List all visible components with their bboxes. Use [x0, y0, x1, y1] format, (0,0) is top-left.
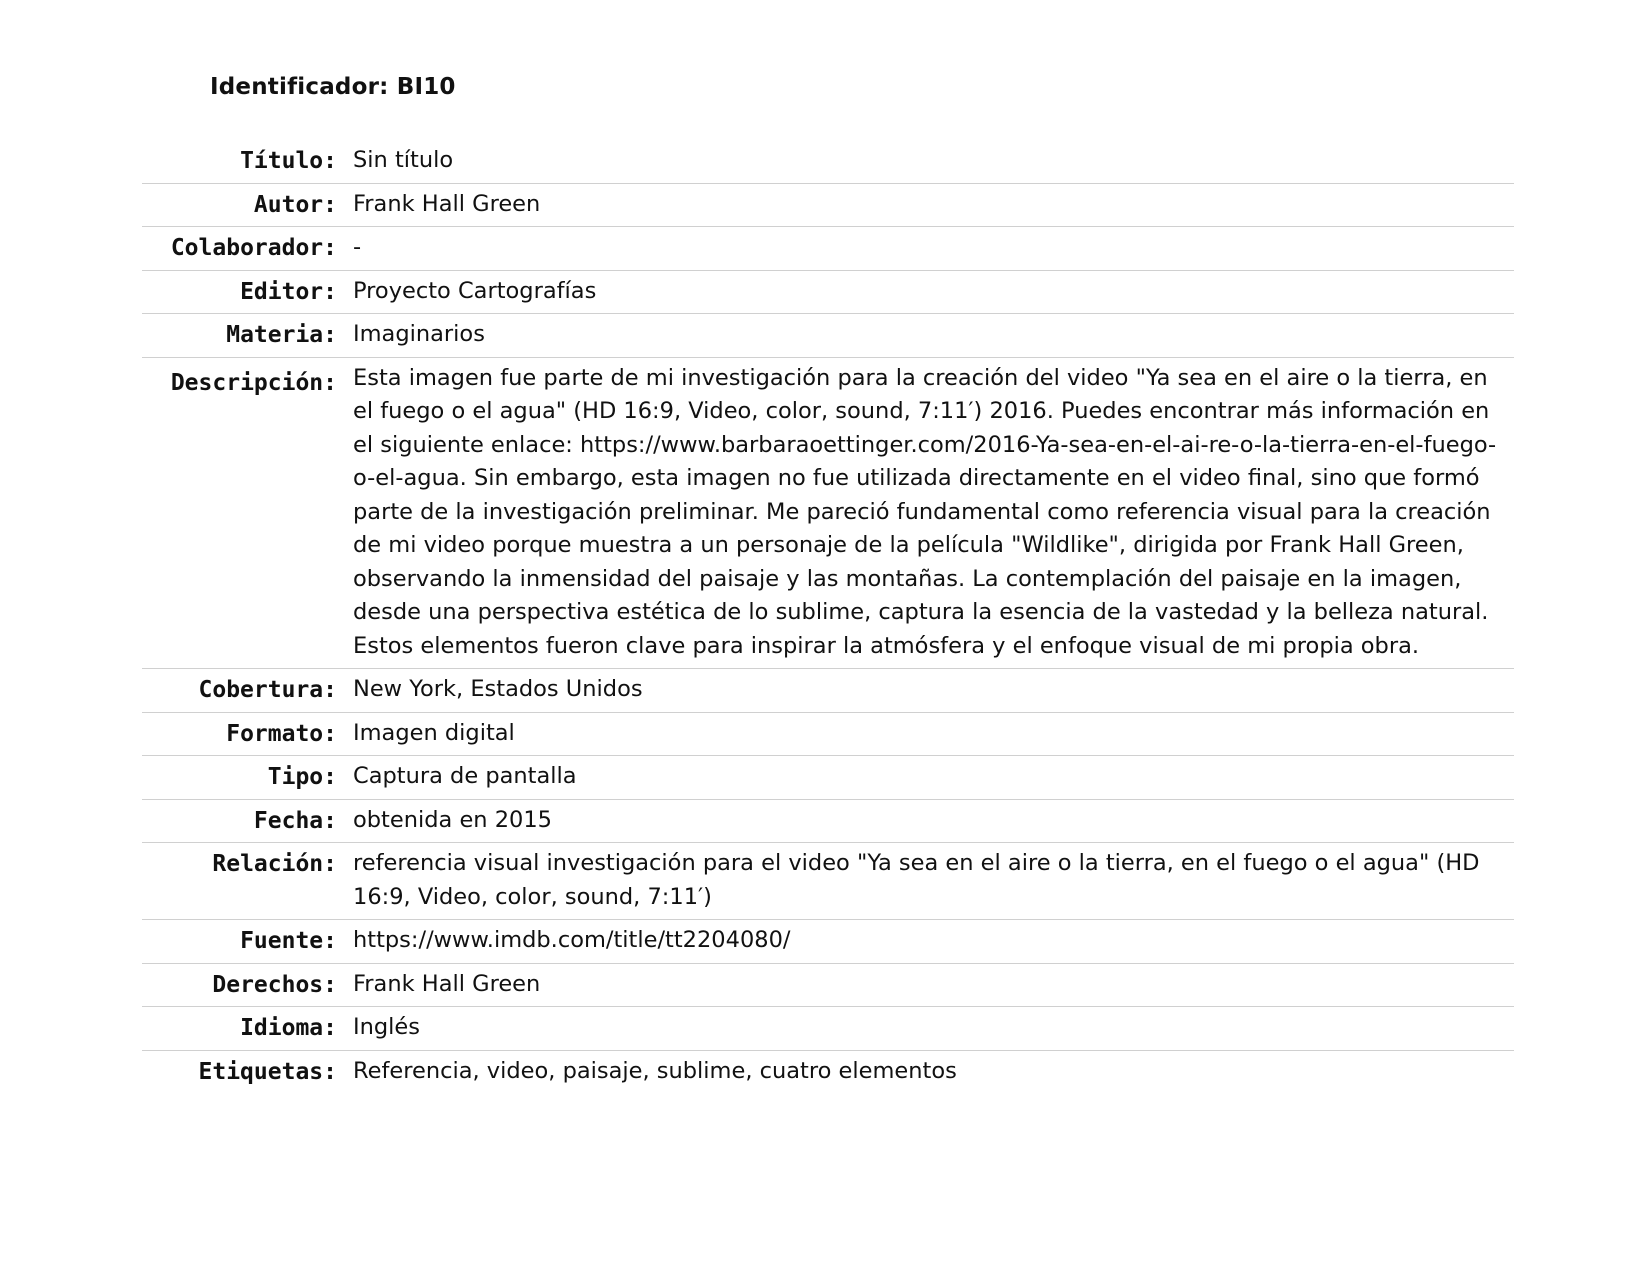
- field-row-colaborador: [142, 227, 1514, 271]
- field-value: Esta imagen fue parte de mi investigación para la creación del video "Ya sea en el aire o la tierra, en el fuego o el agua" (HD 16:9, Video, color, sound, 7:11′) 2016. Puedes encontrar más información en el siguiente enlace: https://www.barbaraoettinger.com/2016-Ya-sea-en-el-ai-re-o-la-tierra-en-el-fuego-o-el-agua. Sin embargo, esta imagen no fue utilizada directamente en el video final, sino que formó parte de la investigación preliminar. Me pareció fundamental como referencia visual para la creación de mi video porque muestra a un personaje de la película "Wildlike", dirigida por Frank Hall Green, observando la inmensidad del paisaje y las montañas. La contemplación del paisaje en la imagen, desde una perspectiva estética de lo sublime, captura la esencia de la vastedad y la belleza natural. Estos elementos fueron clave para inspirar la atmósfera y el enfoque visual de mi propia obra.: [353, 364, 1497, 659]
- field-row-titulo: [142, 140, 1514, 184]
- field-label: Fecha:: [253, 807, 337, 834]
- field-label: Editor:: [240, 278, 337, 305]
- field-value: Imagen digital: [353, 719, 515, 746]
- field-row-idioma: [142, 1007, 1514, 1051]
- field-label: Derechos:: [212, 971, 337, 998]
- field-label: Tipo:: [267, 764, 337, 790]
- field-value: obtenida en 2015: [353, 806, 552, 833]
- field-row-formato: [142, 713, 1514, 757]
- field-row-materia: [142, 314, 1514, 358]
- record-identifier: Identificador: BI10: [210, 74, 456, 100]
- field-label: Idioma:: [240, 1015, 337, 1041]
- field-row-fuente: [142, 920, 1514, 964]
- field-value: Frank Hall Green: [353, 970, 541, 997]
- field-value: -: [353, 234, 362, 260]
- field-value: Frank Hall Green: [353, 190, 541, 217]
- field-row-editor: [142, 271, 1514, 315]
- field-value: https://www.imdb.com/title/tt2204080/: [353, 927, 791, 953]
- metadata-table: [142, 140, 1514, 1093]
- field-label: Formato:: [226, 720, 337, 747]
- field-value: Proyecto Cartografías: [353, 277, 597, 304]
- field-label: Cobertura:: [198, 677, 337, 703]
- field-row-derechos: [142, 964, 1514, 1008]
- field-label: Relación:: [212, 851, 337, 877]
- field-row-fecha: [142, 800, 1514, 844]
- field-value: referencia visual investigación para el video "Ya sea en el aire o la tierra, en el fuego o el agua" (HD 16:9, Video, color, sound, 7:11′): [353, 850, 1480, 910]
- field-label: Descripción:: [170, 369, 337, 396]
- field-row-relacion: [142, 843, 1514, 920]
- field-value: Sin título: [353, 147, 454, 173]
- field-row-etiquetas: [142, 1051, 1514, 1094]
- field-label: Colaborador:: [170, 235, 337, 261]
- field-row-autor: [142, 184, 1514, 228]
- field-value: Captura de pantalla: [353, 763, 577, 789]
- field-row-descripcion: [142, 358, 1514, 670]
- field-value: New York, Estados Unidos: [353, 676, 643, 702]
- field-label: Autor:: [253, 191, 337, 218]
- field-label: Materia:: [226, 322, 337, 348]
- field-value: Imaginarios: [353, 321, 485, 347]
- field-row-cobertura: [142, 669, 1514, 713]
- field-row-tipo: [142, 756, 1514, 800]
- field-value: Referencia, video, paisaje, sublime, cuatro elementos: [353, 1057, 957, 1084]
- field-label: Etiquetas:: [198, 1058, 337, 1085]
- field-value: Inglés: [353, 1014, 420, 1040]
- field-label: Fuente:: [240, 928, 337, 954]
- field-label: Título:: [240, 148, 337, 174]
